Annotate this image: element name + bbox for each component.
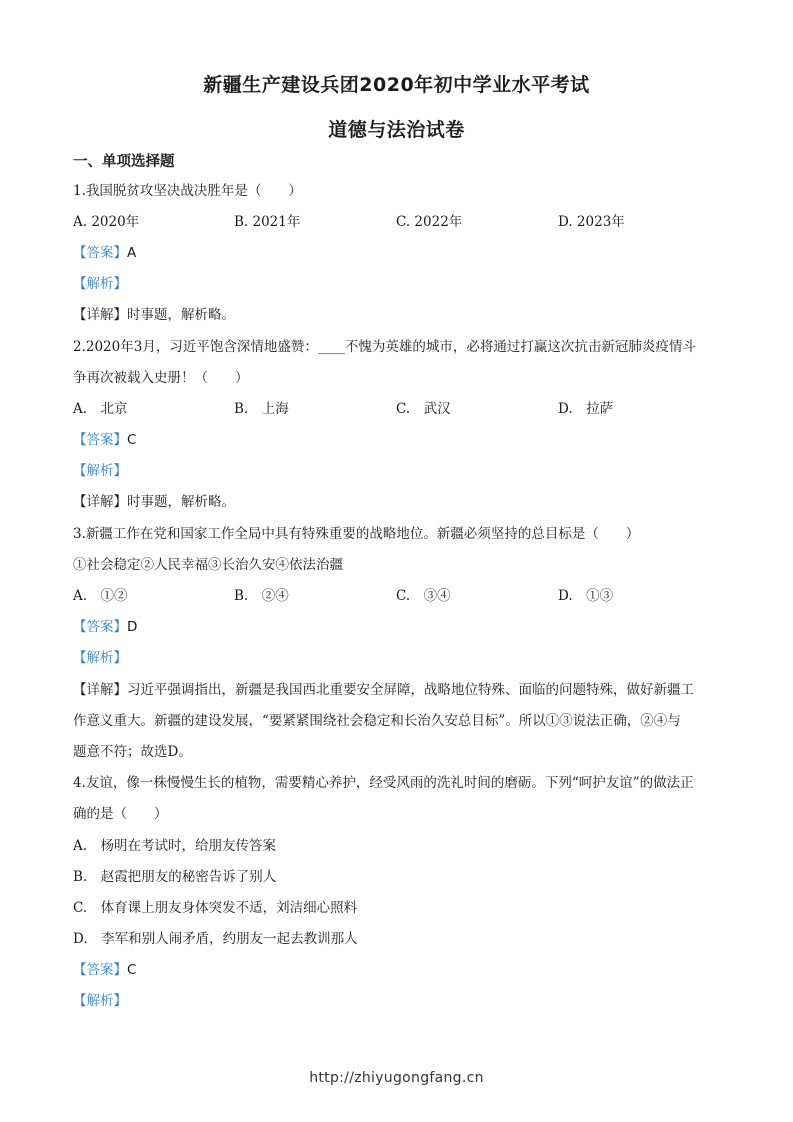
q1-option-b: B. 2021年: [234, 214, 301, 230]
q2-stem-line2: 争再次被载入史册！（ ）: [73, 370, 249, 386]
footer-url: http://zhiyugongfang.cn: [309, 1070, 484, 1086]
detail-label: 【详解】: [73, 494, 127, 510]
q3-detail-line1: [73, 681, 694, 699]
q2-analysis-label: 【解析】: [73, 463, 127, 479]
detail-label: 【详解】: [73, 307, 127, 323]
detail-label: 【详解】: [73, 682, 127, 698]
exam-title: 新疆生产建设兵团2020年初中学业水平考试: [203, 74, 590, 96]
q3-detail-line2: 作意义重大。新疆的建设发展，“要紧紧围绕社会稳定和长治久安总目标”。所以①③说法正确，②④与: [73, 713, 681, 729]
q3-option-c: C. ③④: [396, 588, 451, 604]
q3-items: ①社会稳定②人民幸福③长治久安④依法治疆: [73, 557, 343, 573]
section-heading: 一、单项选择题: [73, 154, 175, 170]
q2-option-c: C. 武汉: [396, 401, 451, 417]
q1-analysis-label: 【解析】: [73, 276, 127, 292]
answer-label: 【答案】: [73, 245, 127, 261]
q1-stem: 1.我国脱贫攻坚决战决胜年是（ ）: [73, 183, 302, 199]
answer-label: 【答案】: [73, 432, 127, 448]
q2-detail: [73, 493, 235, 511]
q4-stem-line2: 确的是（ ）: [73, 806, 168, 822]
q4-analysis-label: 【解析】: [73, 993, 127, 1009]
q4-answer-value: C: [127, 962, 137, 978]
answer-label: 【答案】: [73, 619, 127, 635]
q1-option-c: C. 2022年: [396, 214, 463, 230]
q1-option-a: A. 2020年: [73, 214, 140, 230]
q2-option-a: A. 北京: [73, 401, 128, 417]
q2-option-b: B. 上海: [234, 401, 289, 417]
q3-option-a: A. ①②: [73, 588, 128, 604]
q4-option-d: D. 李军和别人闹矛盾，约朋友一起去教训那人: [73, 931, 358, 947]
answer-label: 【答案】: [73, 962, 127, 978]
q3-answer: [73, 618, 137, 636]
q3-answer-value: D: [127, 619, 138, 635]
q3-detail-text-1: 习近平强调指出，新疆是我国西北重要安全屏障，战略地位特殊、面临的问题特殊，做好新疆工: [127, 682, 694, 698]
q3-detail-line3: 题意不符；故选D。: [73, 744, 192, 760]
q3-option-d: D. ①③: [558, 588, 614, 604]
q3-option-b: B. ②④: [234, 588, 289, 604]
q3-analysis-label: 【解析】: [73, 650, 127, 666]
exam-subtitle: 道德与法治试卷: [328, 119, 465, 141]
q4-stem-line1: 4.友谊，像一株慢慢生长的植物，需要精心养护，经受风雨的洗礼时间的磨砺。下列“呵护友谊”的做法正: [73, 775, 694, 791]
q4-option-c: C. 体育课上朋友身体突发不适，刘洁细心照料: [73, 900, 358, 916]
q4-option-b: B. 赵霞把朋友的秘密告诉了别人: [73, 869, 277, 885]
q1-answer: [73, 244, 136, 262]
q2-detail-text: 时事题，解析略。: [127, 494, 235, 510]
q2-option-d: D. 拉萨: [558, 401, 614, 417]
q4-option-a: A. 杨明在考试时，给朋友传答案: [73, 838, 277, 854]
q4-answer: [73, 961, 136, 979]
q2-answer-value: C: [127, 432, 137, 448]
q2-stem-line1: 2.2020年3月，习近平饱含深情地盛赞：____不愧为英雄的城市，必将通过打赢这次抗击新冠肺炎疫情斗: [73, 339, 696, 355]
q2-answer: [73, 431, 136, 449]
q3-stem: 3.新疆工作在党和国家工作全局中具有特殊重要的战略地位。新疆必须坚持的总目标是（ ）: [73, 526, 640, 542]
q1-answer-value: A: [127, 245, 137, 261]
q1-detail-text: 时事题，解析略。: [127, 307, 235, 323]
q1-option-d: D. 2023年: [558, 214, 625, 230]
q1-detail: [73, 306, 235, 324]
